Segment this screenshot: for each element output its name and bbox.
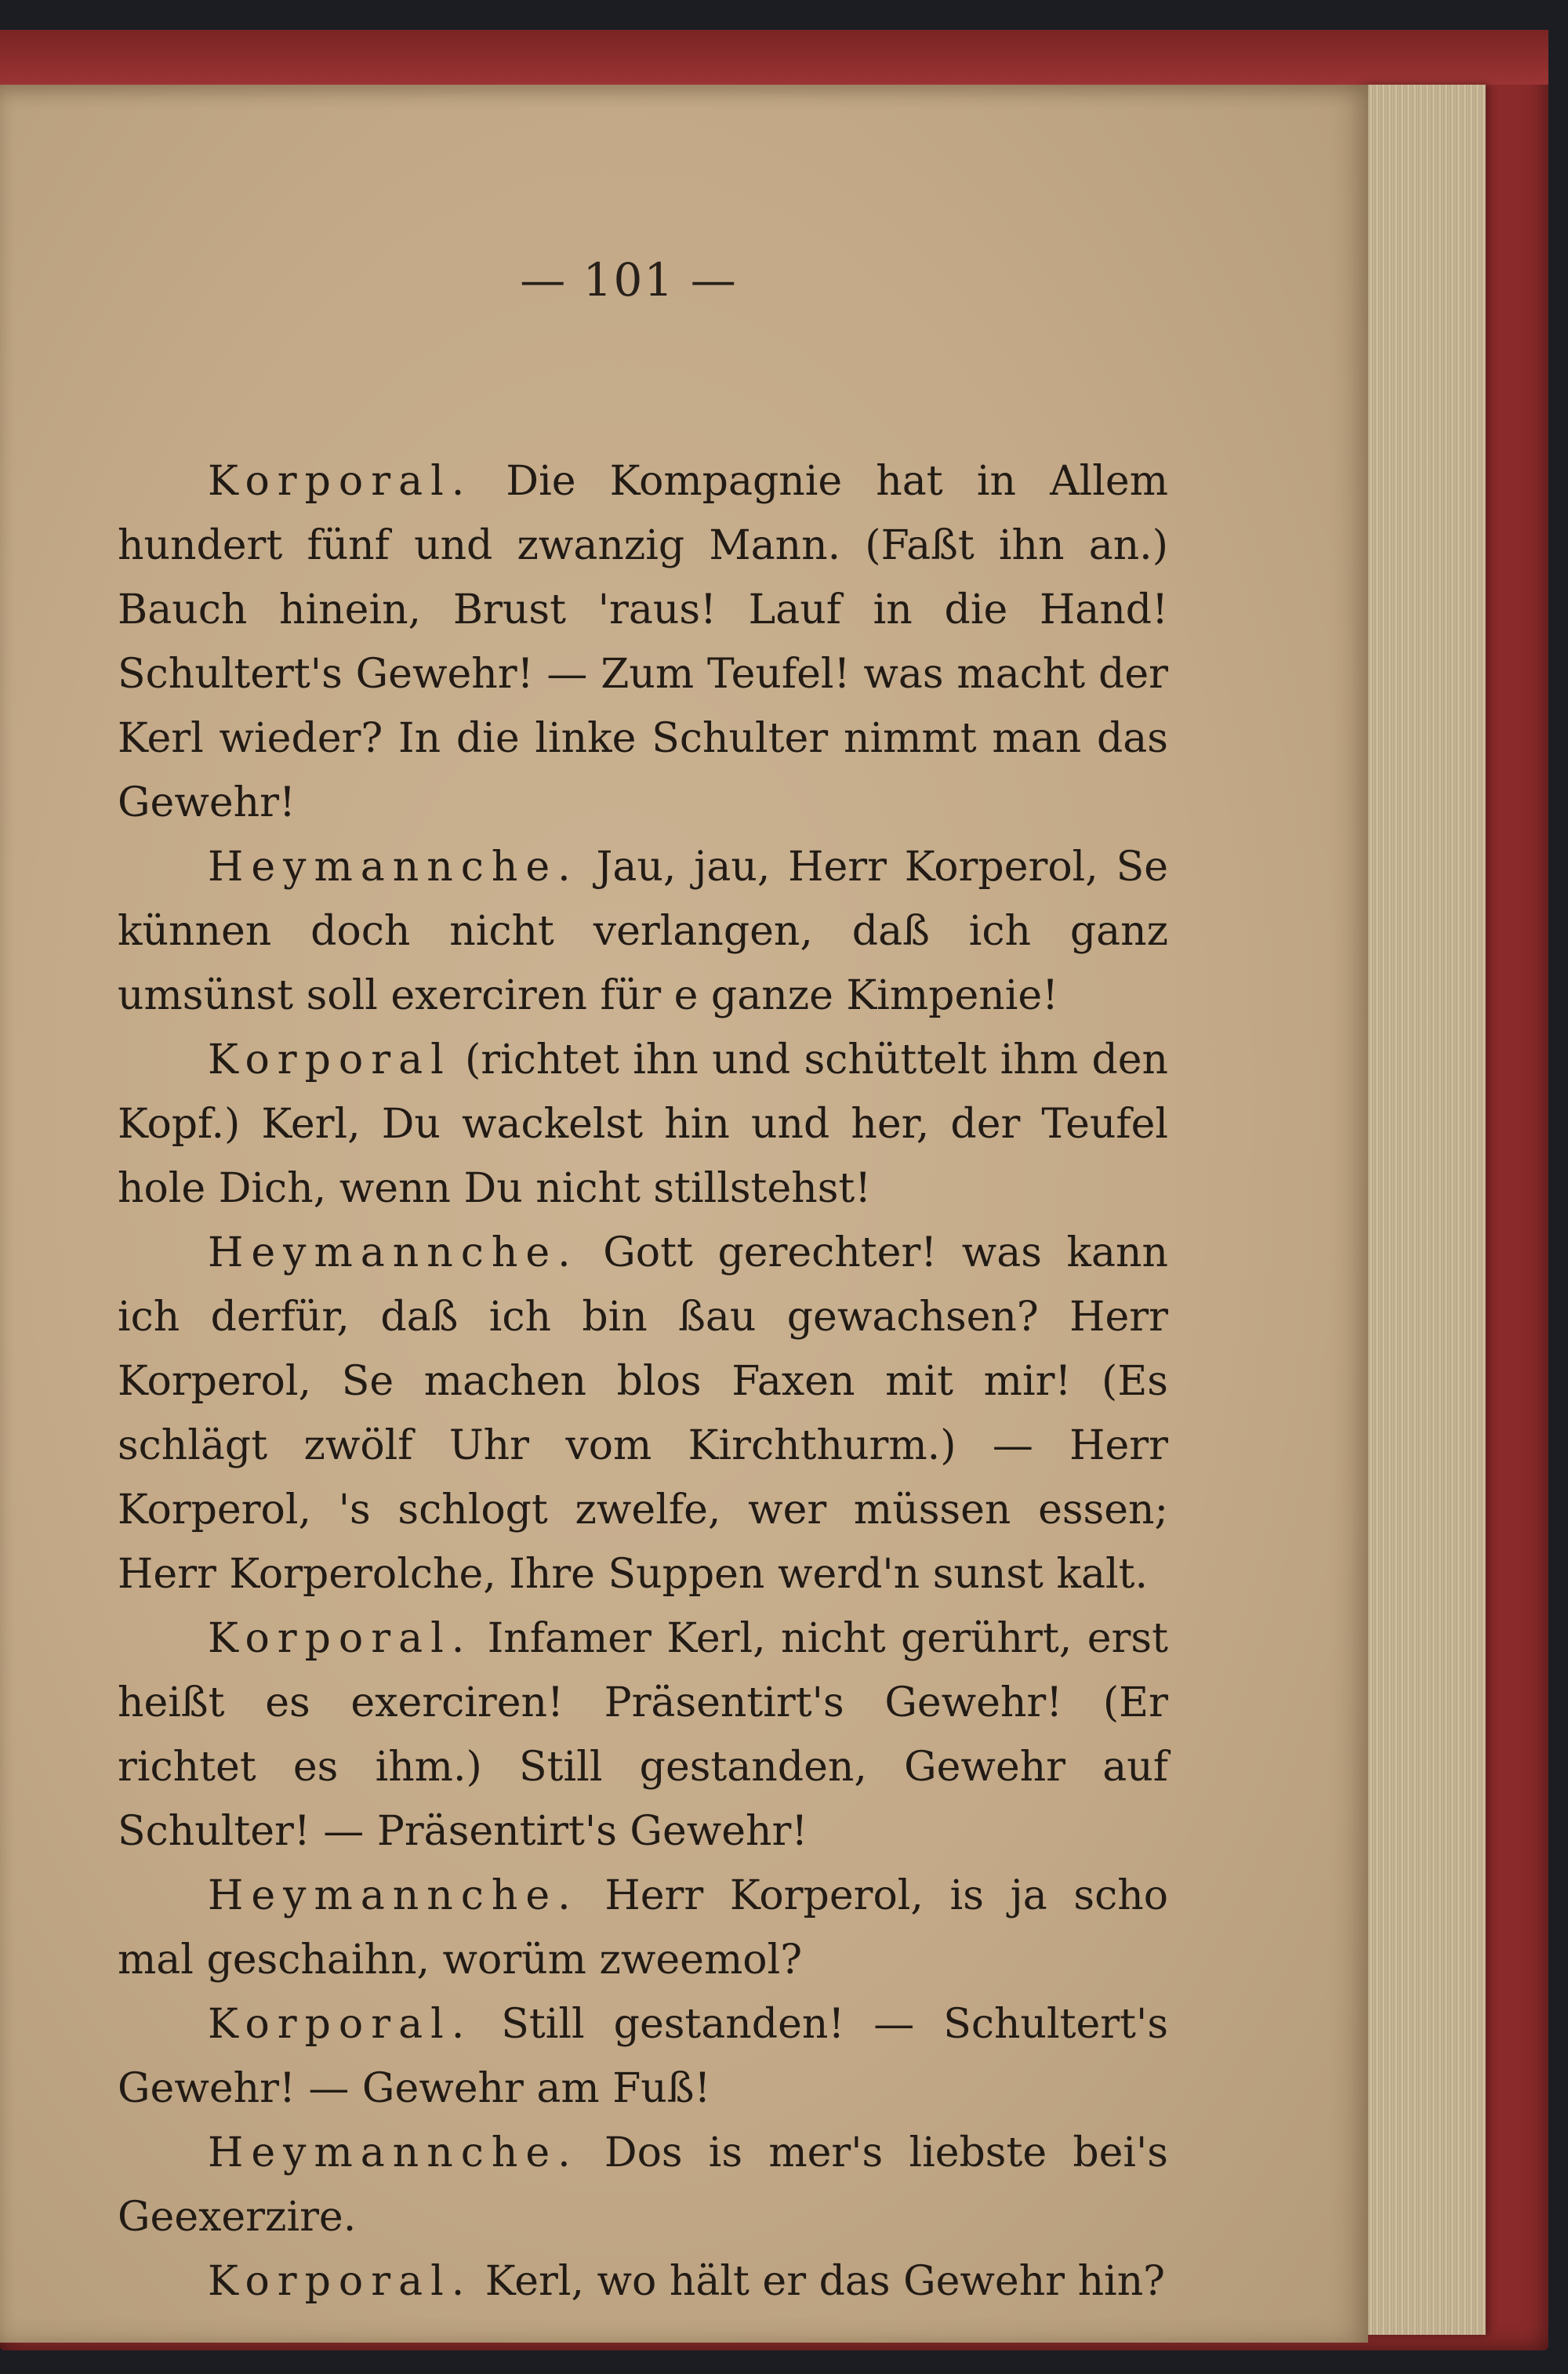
book-page (0, 85, 1368, 2343)
paragraph-text: Infamer Kerl, nicht gerührt, erst heißt es exerciren! Präsentirt's Gewehr! (Er richtet es ihm.) Still gestanden, Gewehr auf Schulter! — Präsentirt's Gewehr! (118, 1615, 1168, 1855)
speaker-name: Korporal. (208, 2001, 473, 2048)
paragraph-text: Die Kompagnie hat in Allem hundert fünf und zwanzig Mann. (Faßt ihn an.) Bauch hinein, Brust 'raus! Lauf in die Hand! Schultert's Gewehr! — Zum Teufel! was macht der Kerl wieder? In die linke Schulter nimmt man das Gewehr! (118, 458, 1168, 826)
paragraph-text: Still gestanden! — Schultert's Gewehr! — Gewehr am Fuß! (118, 2001, 1168, 2112)
speaker-name: Heymannche. (208, 1872, 579, 1919)
page-text (118, 449, 1168, 2314)
paragraph-text: Jau, jau, Herr Korperol, Se künnen doch nicht verlangen, daß ich ganz umsünst soll exerciren für e ganze Kimpenie! (118, 844, 1168, 1019)
speaker-name: Korporal (208, 1036, 452, 1084)
speaker-name: Heymannche. (208, 844, 579, 891)
book-cover-edge (0, 30, 1548, 85)
paragraph (118, 1864, 1168, 1992)
speaker-name: Heymannche. (208, 1229, 579, 1276)
paragraph (118, 1606, 1168, 1864)
paragraph (118, 1221, 1168, 1606)
paragraph-text: Gott gerechter! was kann ich derfür, daß ich bin ßau gewachsen? Herr Korperol, Se machen blos Faxen mit mir! (Es schlägt zwölf Uhr vom Kirchthurm.) — Herr Korperol, 's schlogt zwelfe, wer müssen essen; Herr Korperolche, Ihre Suppen werd'n sunst kalt. (118, 1229, 1168, 1598)
page-edges (1360, 85, 1486, 2335)
paragraph (118, 2121, 1168, 2249)
paragraph (118, 1028, 1168, 1221)
paragraph (118, 1992, 1168, 2121)
speaker-name: Korporal. (208, 458, 473, 505)
speaker-name: Heymannche. (208, 2129, 579, 2176)
paragraph-text: (richtet ihn und schüttelt ihm den Kopf.) Kerl, Du wackelst hin und her, der Teufel hole Dich, wenn Du nicht stillstehst! (118, 1036, 1168, 1212)
page-number: — 101 — (520, 253, 738, 307)
paragraph-text: Kerl, wo hält er das Gewehr hin? (472, 2258, 1166, 2305)
speaker-name: Korporal. (208, 2258, 473, 2305)
paragraph (118, 2249, 1168, 2314)
speaker-name: Korporal. (208, 1615, 473, 1662)
paragraph-text: Herr Korperol, is ja scho mal geschaihn, worüm zweemol? (118, 1872, 1168, 1984)
paragraph (118, 835, 1168, 1028)
paragraph-text: Dos is mer's liebste bei's Geexerzire. (118, 2129, 1168, 2241)
paragraph (118, 449, 1168, 835)
